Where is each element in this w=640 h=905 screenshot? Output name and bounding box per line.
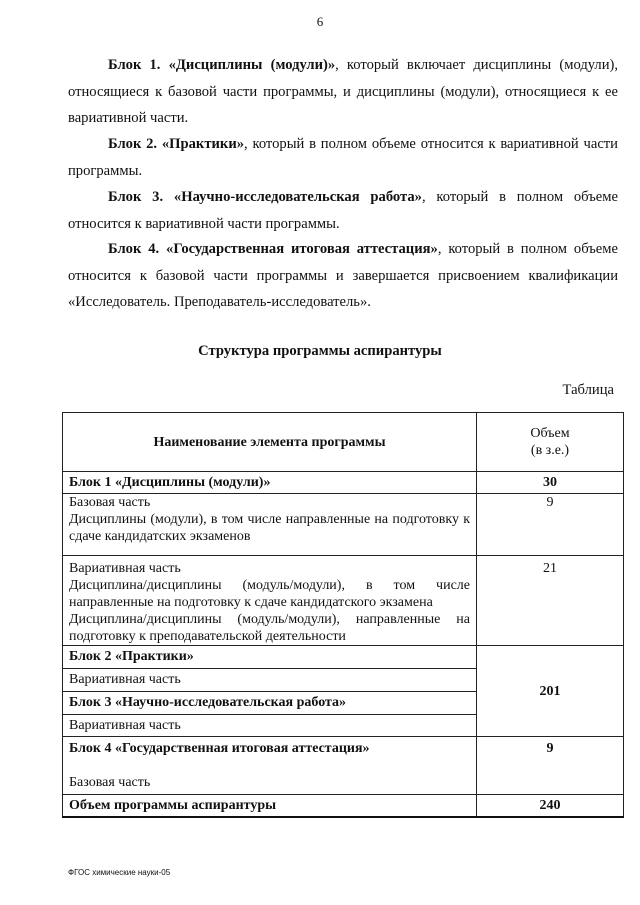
block3-var-cell: Вариативная часть	[63, 715, 477, 737]
paragraph-block2	[68, 131, 618, 184]
base-part-desc: Дисциплины (модули), в том числе направленные на подготовку к сдаче кандидатских экзаменов	[69, 512, 470, 544]
program-structure-table	[62, 412, 624, 818]
table-row	[63, 795, 624, 818]
paragraph-block1-title: Блок 1. «Дисциплины (модули)»	[108, 57, 336, 73]
table-row	[63, 494, 624, 556]
block2-var-cell: Вариативная часть	[63, 669, 477, 692]
var-part-cell	[63, 556, 477, 646]
var-part-desc1: Дисциплина/дисциплины (модуль/модули), в том числе направленные на подготовку к сдаче кандидатского экзамена	[69, 578, 470, 610]
total-volume-cell: 240	[477, 795, 624, 818]
header-volume-line2: (в з.е.)	[530, 443, 570, 458]
var-part-label: Вариативная часть	[69, 561, 181, 576]
paragraph-block1-text: , который включает дисциплины (модули), относящиеся к базовой части программы, и дисциплины (модули), относящиеся к ее вариативной части.	[68, 57, 619, 126]
header-name-cell: Наименование элемента программы	[63, 413, 477, 472]
base-part-cell	[63, 494, 477, 556]
header-volume-line1: Объем	[530, 426, 570, 441]
block2-title-cell: Блок 2 «Практики»	[63, 646, 477, 669]
total-label-cell: Объем программы аспирантуры	[63, 795, 477, 818]
paragraph-block4	[68, 236, 618, 316]
var-part-desc2: Дисциплина/дисциплины (модуль/модули), направленные на подготовку к преподавательской деятельности	[69, 612, 470, 644]
paragraph-block3-text: , который в полном объеме относится к вариативной части программы.	[68, 189, 618, 232]
blocks23-volume-cell: 201	[477, 646, 624, 737]
block1-title-cell: Блок 1 «Дисциплины (модули)»	[63, 472, 477, 494]
section-title: Структура программы аспирантуры	[198, 343, 442, 359]
paragraph-block2-title: Блок 2. «Практики»	[108, 136, 245, 152]
page-footer: ФГОС химические науки-05	[68, 868, 171, 877]
base-part-label: Базовая часть	[69, 495, 151, 510]
var-part-volume-cell: 21	[477, 556, 624, 646]
table-header-row	[63, 413, 624, 472]
block1-volume-cell: 30	[477, 472, 624, 494]
block3-title-cell: Блок 3 «Научно-исследовательская работа»	[63, 692, 477, 715]
header-volume-cell	[477, 413, 624, 472]
block4-title-cell: Блок 4 «Государственная итоговая аттестация»	[63, 737, 477, 775]
table-row	[63, 646, 624, 669]
paragraph-block4-text: , который в полном объеме относится к базовой части программы и завершается присвоением квалификации «Исследователь. Преподаватель-исследователь».	[68, 241, 618, 310]
table-row	[63, 556, 624, 646]
block4-volume-cell: 9	[477, 737, 624, 795]
block4-base-cell: Базовая часть	[63, 774, 477, 795]
page-number: 6	[316, 14, 324, 29]
paragraph-block4-title: Блок 4. «Государственная итоговая аттестация»	[108, 241, 438, 257]
paragraph-block3-title: Блок 3. «Научно-исследовательская работа»	[108, 189, 422, 205]
table-row	[63, 737, 624, 775]
table-row	[63, 472, 624, 494]
paragraph-block3	[68, 184, 618, 237]
paragraph-block2-text: , который в полном объеме относится к вариативной части программы.	[68, 136, 618, 179]
paragraph-block1	[68, 52, 618, 132]
table-caption: Таблица	[562, 382, 614, 398]
base-part-volume-cell: 9	[477, 494, 624, 556]
